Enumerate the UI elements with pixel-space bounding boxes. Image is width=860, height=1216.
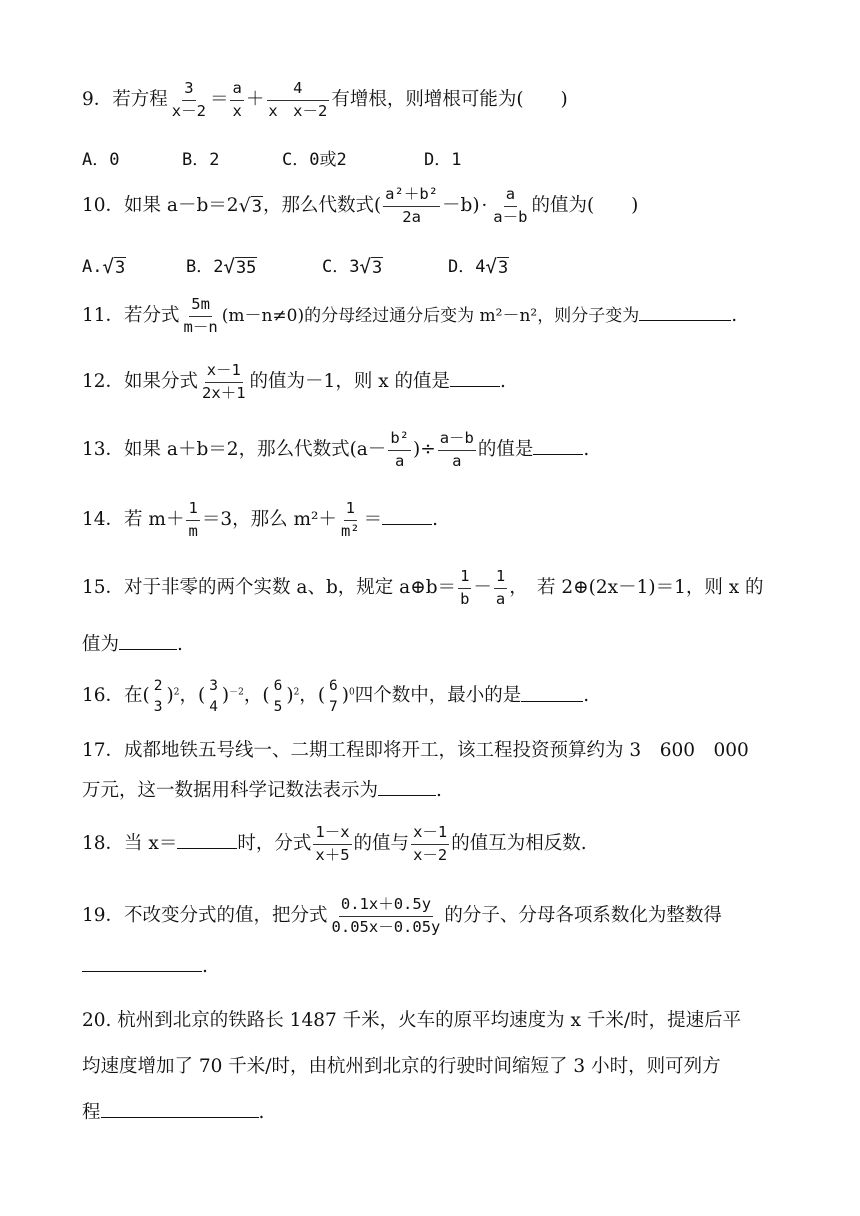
q11-answer-blank[interactable] <box>639 319 731 321</box>
question-20-line-2: 均速度增加了 70 千米/时，由杭州到北京的行驶时间缩短了 3 小时，则可列方 <box>82 1056 721 1077</box>
question-16: 16．在( 2 3 )$^2$，( 3 4 )$^{-2}$，( 6 5 )$^2$，( 6 7 )$^0$四个数中，最小的是 . <box>82 678 590 715</box>
q10-option-d: D．4√3 <box>448 256 509 278</box>
q14-fraction-1: $\frac{1}{m}$ <box>188 499 198 540</box>
question-15: 15．对于非零的两个实数 a、b，规定 a⊕b＝ $\frac{1}{b}$ － $\frac{1}{a}$ ， 若 2⊕(2x－1)＝1，则 x 的 <box>82 567 764 608</box>
question-19: 19．不改变分式的值，把分式 $\frac{0.1x+0.5y}{0.05x-0.05y}$ 的分子、分母各项系数化为整数得 <box>82 895 722 936</box>
question-17: 17．成都地铁五号线一、二期工程即将开工，该工程投资预算约为 3 600 000 <box>82 740 749 761</box>
q10-option-a: A.√3 <box>82 256 126 278</box>
question-20: 20. 杭州到北京的铁路长 1487 千米，火车的原平均速度为 x 千米/时，提速后平 <box>82 1010 742 1031</box>
q14-fraction-2: $\frac{1}{\text{m²}}$ <box>340 499 360 540</box>
q17-answer-blank[interactable] <box>378 794 436 796</box>
q13-fraction-2: $\frac{a-b}{a}$ <box>439 429 474 470</box>
q11-fraction: $\frac{5m}{m-n}$ <box>183 295 218 336</box>
question-9: 9．若方程 $\frac{3}{x-2}$ ＝ $\frac{a}{x}$ ＋ $\frac{4}{\text{x x－2}}$ 有增根，则增根可能为( ) <box>82 79 568 120</box>
q18-answer-blank[interactable] <box>177 847 237 849</box>
q10-fraction-2: $\frac{a}{a-b}$ <box>493 185 528 226</box>
q10-fraction-1: $\frac{\text{a²＋b²}}{2a}$ <box>385 185 438 226</box>
q16-fraction-1: 2 3 <box>153 678 163 715</box>
q13-fraction-1: $\frac{\text{b²}}{a}$ <box>390 429 409 470</box>
q9-number: 9．若方程 <box>82 89 168 111</box>
q20-answer-blank[interactable] <box>101 1116 259 1118</box>
q16-fraction-4: 6 7 <box>329 678 338 715</box>
question-20-line-3: 程 . <box>82 1102 265 1123</box>
q16-fraction-2: 3 4 <box>209 678 218 715</box>
question-15-line-2: 值为 . <box>82 634 183 655</box>
q15-answer-blank[interactable] <box>119 648 177 650</box>
q10-option-b: B．2√35 <box>186 256 257 278</box>
q15-fraction-2: $\frac{1}{a}$ <box>495 567 506 608</box>
question-14: 14．若 m＋ $\frac{1}{m}$ ＝3，那么 m²＋ $\frac{1}{\text{m²}}$ ＝ . <box>82 499 439 540</box>
question-19-line-2: . <box>82 958 790 977</box>
q14-answer-blank[interactable] <box>382 523 432 525</box>
q12-fraction: $\frac{x-1}{2x+1}$ <box>202 361 246 402</box>
q10-option-c: C．3√3 <box>322 256 383 278</box>
q10-options <box>82 252 509 278</box>
q9-fraction-2: $\frac{a}{x}$ <box>232 79 242 120</box>
question-18: 18．当 x＝ 时，分式 $\frac{1-x}{x+5}$ 的值与 $\frac{x-1}{x-2}$ 的值互为相反数. <box>82 823 587 864</box>
q16-answer-blank[interactable] <box>521 700 583 702</box>
q9-fraction-1: $\frac{3}{x-2}$ <box>171 79 206 120</box>
q13-answer-blank[interactable] <box>533 453 583 455</box>
q18-fraction-1: $\frac{1-x}{x+5}$ <box>315 823 350 864</box>
q19-answer-blank[interactable] <box>82 970 202 972</box>
question-12: 12．如果分式 $\frac{x-1}{2x+1}$ 的值为－1，则 x 的值是 . <box>82 361 506 402</box>
q12-answer-blank[interactable] <box>450 385 500 387</box>
q9-option-a: A．0 <box>82 150 120 170</box>
question-17-line-2: 万元，这一数据用科学记数法表示为 . <box>82 780 442 801</box>
q16-fraction-3: 6 5 <box>273 678 283 715</box>
q9-option-d: D．1 <box>424 150 462 170</box>
q9-option-b: B．2 <box>182 150 220 170</box>
question-11: 11．若分式 $\frac{5m}{m-n}$ (m－n≠0)的分母经过通分后变为 m²－n²，则分子变为 . <box>82 295 738 336</box>
q9-fraction-3: $\frac{4}{\text{x x－2}}$ <box>268 79 328 120</box>
q10-sqrt: √3 <box>238 194 262 217</box>
question-10: 10．如果 a－b＝2√3，那么代数式( $\frac{\text{a²＋b²}}{2a}$ －b) · $\frac{a}{a-b}$ 的值为( ) <box>82 185 639 226</box>
q19-fraction: $\frac{0.1x+0.5y}{0.05x-0.05y}$ <box>331 895 441 936</box>
q9-tail: 有增根，则增根可能为( ) <box>331 89 568 111</box>
q18-fraction-2: $\frac{x-1}{x-2}$ <box>413 823 448 864</box>
q15-fraction-1: $\frac{1}{b}$ <box>460 567 470 608</box>
q9-options <box>82 145 461 170</box>
question-13: 13．如果 a＋b＝2，那么代数式(a－ $\frac{\text{b²}}{a}$ )÷ $\frac{a-b}{a}$ 的值是 . <box>82 429 590 470</box>
q9-option-c: C．0或2 <box>282 150 347 170</box>
